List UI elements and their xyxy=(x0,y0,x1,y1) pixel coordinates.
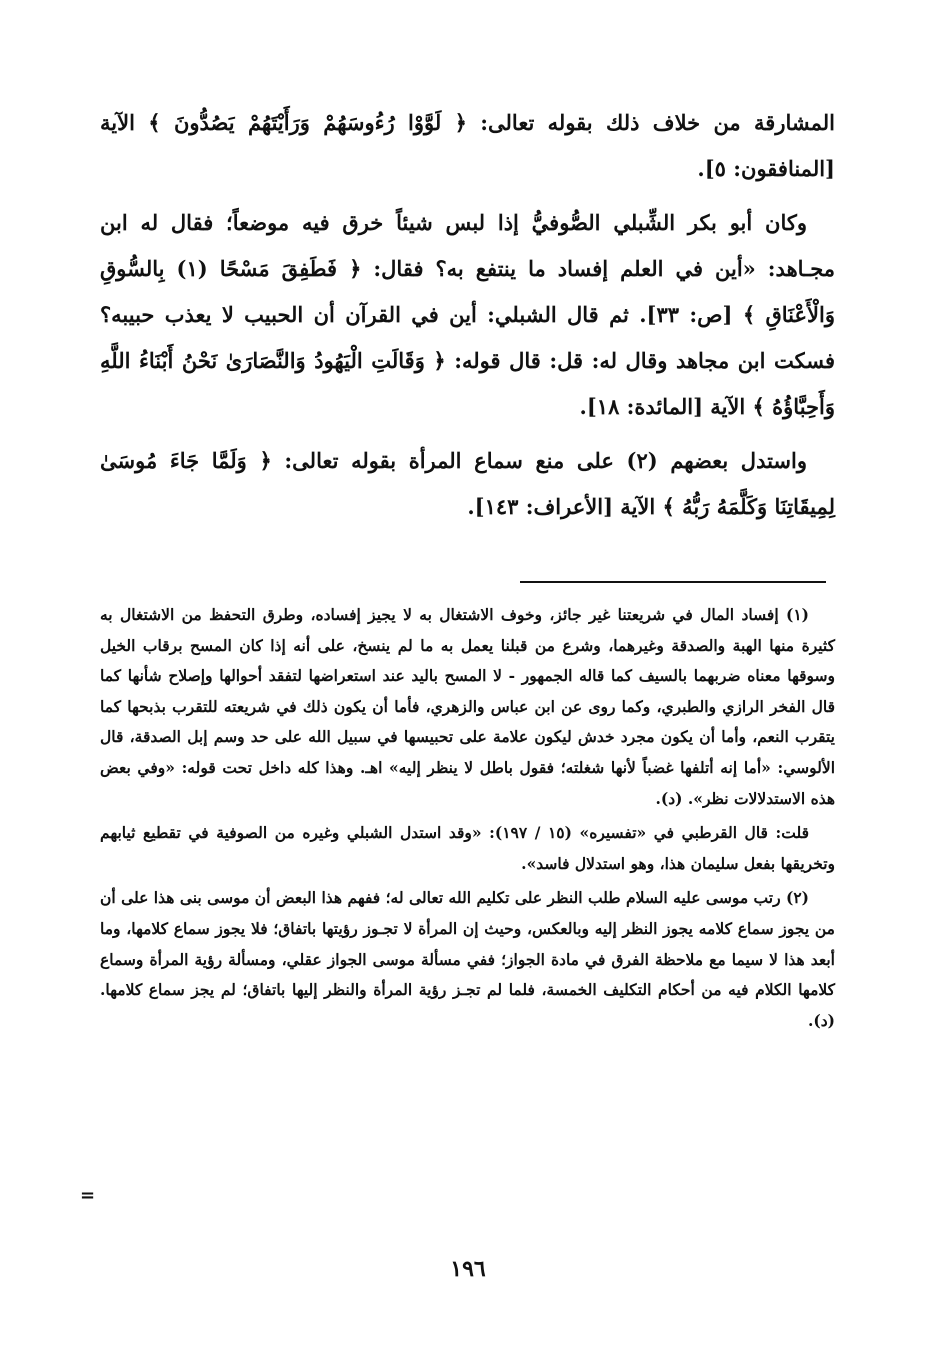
paragraph-3: واستدل بعضهم (٢) على منع سماع المرأة بقوله تعالى: ﴿ وَلَمَّا جَاءَ مُوسَىٰ لِمِيقَاتِنَا وَكَلَّمَهُ رَبُّهُ ﴾ الآية [الأعراف: ١٤٣]. xyxy=(100,448,835,519)
footnote-2: (٢) رتب موسى عليه السلام طلب النظر على تكليم الله تعالى له؛ ففهم هذا البعض أن موسى بنى هذا على أن من يجوز سماع كلامه يجوز النظر إليه وبالعكس، وحيث إن المرأة لا تجـوز رؤيتها باتفاق؛ فلا يجوز سماع كلامها، وما أبعد هذا لا سيما مع ملاحظة الفرق في مادة الجواز؛ ففي مسألة موسى الجواز عقلي، ومسألة رؤية المرأة وسماع كلامها الكلام فيه من أحكام التكليف الخمسة، فلما لم تجـز رؤية المرأة والنظر إليها باتفاق؛ لم يجز سماع كلامها. (د). xyxy=(100,888,835,1030)
footnote-comment: قلت: قال القرطبي في «تفسيره» (١٥ / ١٩٧): «وقد استدل الشبلي وغيره من الصوفية في تقطيع ثيابهم وتخريقها بفعل سليمان هذا، وهو استدلال فاسد». xyxy=(100,823,835,873)
main-text xyxy=(100,100,835,538)
footnote-1: (١) إفساد المال في شريعتنا غير جائز، وخوف الاشتغال به لا يجيز إفساده، وطرق التحفظ من الاشتغال به كثيرة منها الهبة والصدقة وغيرهما، وشرع من قبلنا يعمل به ما لم ينسخ، على أنه إذا كان المسح برقاب الخيل وسوقها معناه ضربهما بالسيف كما قاله الجمهور - لا المسح باليد عند استعراضها لتفقد أحوالها وإصلاح شأنها كما قال الفخر الرازي والطبري، وكما روى عن ابن عباس والزهري، فأما أن يكون ذلك في شريعته للتقرب بذبحها كما يتقرب النعم، وأما أن يكون مجرد خدش ليكون علامة على تحبيسها في سبيل الله على حد وسم إبل الصدقة، قال الألوسي: «أما إنه أتلفها غضباً لأنها شغلته؛ فقول باطل لا ينظر إليه» اهـ. وهذا كله داخل تحت قوله: «وفي بعض هذه الاستدلالات نظر». (د). xyxy=(100,605,835,808)
page-number: ١٩٦ xyxy=(450,1256,486,1282)
footnote-separator xyxy=(520,581,826,583)
footnotes xyxy=(100,600,835,1040)
paragraph-1: المشارقة من خلاف ذلك بقوله تعالى: ﴿ لَوَّوْا رُءُوسَهُمْ وَرَأَيْتَهُمْ يَصُدُّونَ ﴾ الآية [المنافقون: ٥]. xyxy=(100,110,835,181)
paragraph-2: وكان أبو بكر الشِّبلي الصُّوفيُّ إذا لبس شيئاً خرق فيه موضعاً؛ فقال له ابن مجـاهد: «أين في العلم إفساد ما ينتفع به؟ فقال: ﴿ فَطَفِقَ مَسْحًا (١) بِالسُّوقِ وَالْأَعْنَاقِ ﴾ [ص: ٣٣]. ثم قال الشبلي: أين في القرآن أن الحبيب لا يعذب حبيبه؟ فسكت ابن مجاهد وقال له: قل: قال قوله: ﴿ وَقَالَتِ الْيَهُودُ وَالنَّصَارَىٰ نَحْنُ أَبْنَاءُ اللَّهِ وَأَحِبَّاؤُهُ ﴾ الآية [المائدة: ١٨]. xyxy=(100,210,836,419)
continuation-mark: = xyxy=(80,1185,96,1206)
